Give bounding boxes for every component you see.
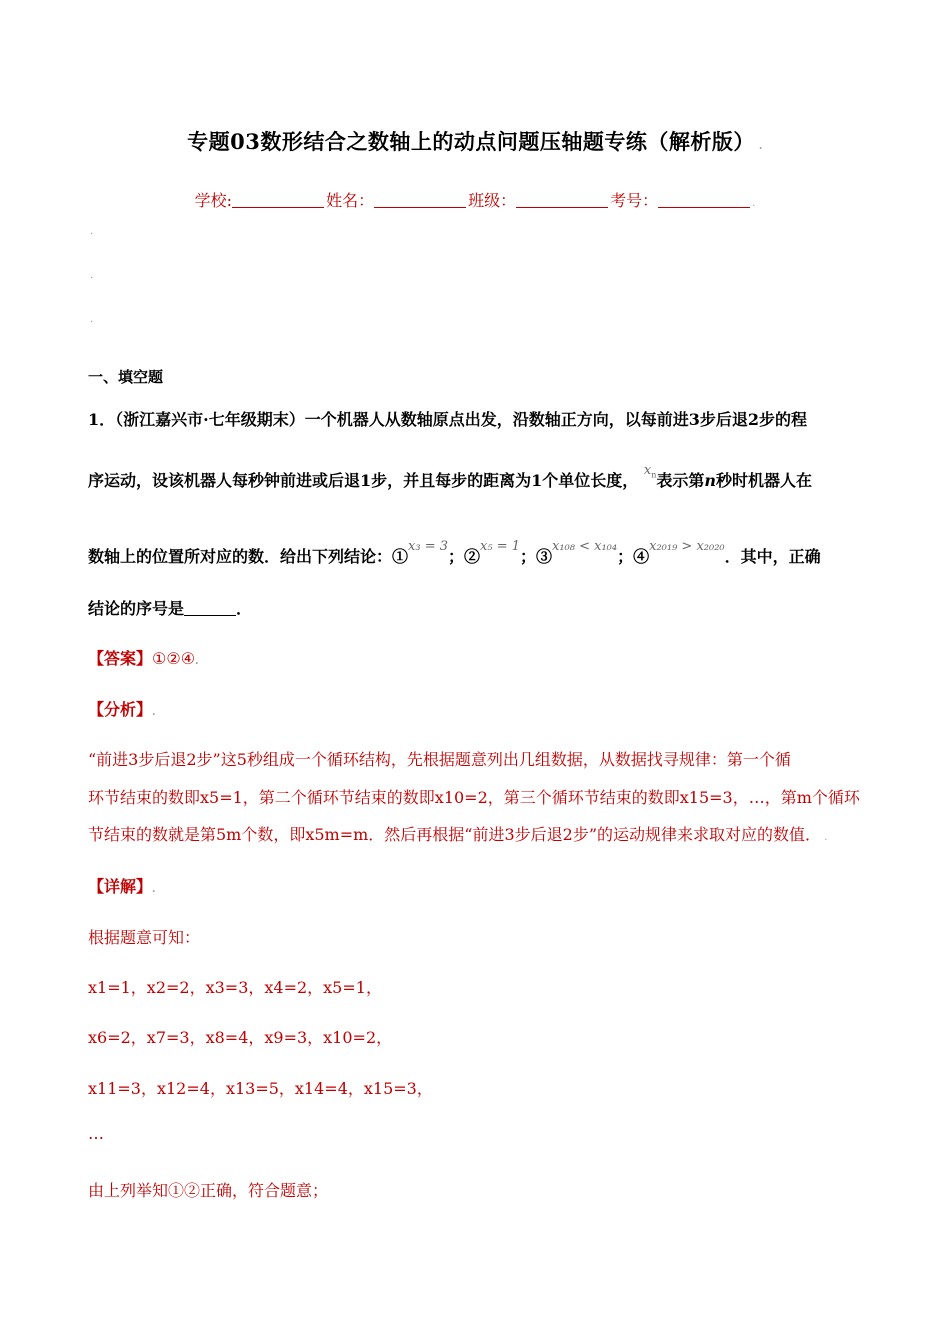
question-number: 1．	[88, 410, 116, 429]
analysis-line-3: 节结束的数就是第5m个数，即x5m=m．然后再根据“前进3步后退2步”的运动规律来求取对应的数值． .	[88, 825, 828, 844]
answer-blank	[184, 601, 236, 616]
name-label: 姓名：	[326, 191, 375, 210]
detail-row-1: x1=1，x2=2，x3=3，x4=2，x5=1，	[88, 978, 382, 997]
answer-line: 【答案】①②④.	[88, 649, 199, 668]
analysis-line-1: “前进3步后退2步”这5秒组成一个循环结构，先根据题意列出几组数据，从数据找寻规律：第一个循	[88, 750, 791, 769]
class-label: 班级：	[468, 191, 517, 210]
student-info-line	[0, 188, 950, 211]
detail-ellipsis: …	[88, 1124, 104, 1143]
answer-text: ①②④	[152, 649, 196, 668]
page-title: 专题03数形结合之数轴上的动点问题压轴题专练（解析版） .	[187, 129, 763, 154]
question-line-4: 结论的序号是 ．	[88, 599, 253, 618]
question-line-2: 序运动，设该机器人每秒钟前进或后退1步，并且每步的距离为1个单位长度， $^{x_n}$表示第n秒时机器人在	[88, 463, 813, 490]
detail-conclusion: 由上列举知①②正确，符合题意；	[88, 1181, 329, 1200]
detail-tag: 【详解】.	[88, 877, 156, 896]
analysis-line-2: 环节结束的数即x5=1，第二个循环节结束的数即x10=2，第三个循环节结束的数即x15=3，…，第m个循环	[88, 788, 860, 807]
empty-paragraph-mark: .	[90, 270, 94, 281]
formula-conclusion-3: x₁₀₈ < x₁₀₄	[552, 539, 618, 554]
formula-conclusion-1: x₃ = 3	[408, 539, 448, 554]
detail-row-2: x6=2，x7=3，x8=4，x9=3，x10=2，	[88, 1028, 393, 1047]
section-heading: 一、填空题	[88, 368, 164, 386]
name-blank	[374, 191, 466, 208]
detail-intro: 根据题意可知：	[88, 928, 201, 947]
answer-tag: 【答案】	[88, 649, 153, 668]
paragraph-mark: .	[752, 198, 756, 209]
school-blank	[232, 191, 324, 208]
analysis-tag: 【分析】.	[88, 700, 156, 719]
paragraph-mark: .	[754, 141, 763, 152]
school-label: 学校:	[194, 191, 233, 210]
detail-row-3: x11=3，x12=4，x13=5，x14=4，x15=3，	[88, 1079, 433, 1098]
class-blank	[516, 191, 608, 208]
id-blank	[658, 191, 750, 208]
formula-conclusion-4: x₂₀₁₉ > x₂₀₂₀	[649, 539, 725, 554]
formula-xn: xn	[643, 463, 657, 480]
question-line-1: 1．（浙江嘉兴市·七年级期末）一个机器人从数轴原点出发，沿数轴正方向，以每前进3步后退2步的程	[88, 410, 807, 429]
empty-paragraph-mark: .	[90, 226, 94, 237]
question-line-3: 数轴上的位置所对应的数．给出下列结论：①$^{x_3 = 3}$；②$^{x_5 = 1}$；③$^{x_{108} < x_{104}}$；④$^{x_{2019} > x_{2020}}$．其中，正确	[88, 539, 821, 566]
formula-conclusion-2: x₅ = 1	[480, 539, 520, 554]
id-label: 考号：	[610, 191, 659, 210]
empty-paragraph-mark: .	[90, 314, 94, 325]
